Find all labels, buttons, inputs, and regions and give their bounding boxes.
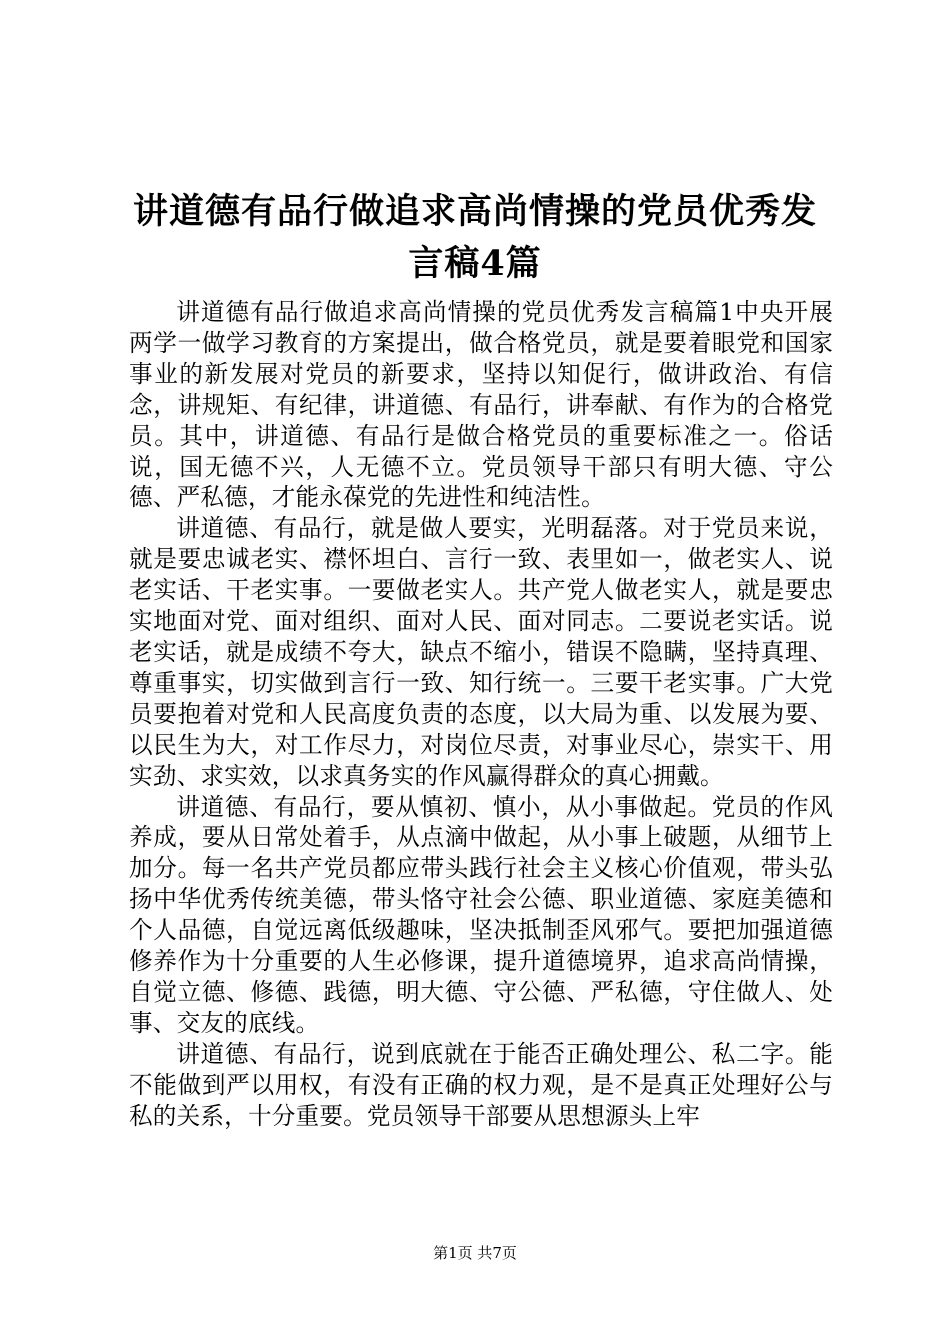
paragraph-3: 讲道德、有品行，要从慎初、慎小，从小事做起。党员的作风养成，要从日常处着手，从点滴中做起，从小事上破题，从细节上加分。每一名共产党员都应带头践行社会主义核心价值观，带头弘扬中华优秀传统美德，带头恪守社会公德、职业道德、家庭美德和个人品德，自觉远离低级趣味，坚决抵制歪风邪气。要把加强道德修养作为十分重要的人生必修课，提升道德境界，追求高尚情操，自觉立德、修德、践德，明大德、守公德、严私德，守住做人、处事、交友的底线。 <box>129 792 833 1037</box>
paragraph-1: 讲道德有品行做追求高尚情操的党员优秀发言稿篇1中央开展两学一做学习教育的方案提出，做合格党员，就是要着眼党和国家事业的新发展对党员的新要求，坚持以知促行，做讲政治、有信念，讲规矩、有纪律，讲道德、有品行，讲奉献、有作为的合格党员。其中，讲道德、有品行是做合格党员的重要标准之一。俗话说，国无德不兴，人无德不立。党员领导干部只有明大德、守公德、严私德，才能永葆党的先进性和纯洁性。 <box>129 298 833 512</box>
page-number: 第1页 共7页 <box>433 1244 517 1262</box>
document-body <box>129 297 833 1131</box>
paragraph-4: 讲道德、有品行，说到底就在于能否正确处理公、私二字。能不能做到严以用权，有没有正确的权力观，是不是真正处理好公与私的关系，十分重要。党员领导干部要从思想源头上牢 <box>129 1039 833 1130</box>
paragraph-2: 讲道德、有品行，就是做人要实，光明磊落。对于党员来说，就是要忠诚老实、襟怀坦白、言行一致、表里如一，做老实人、说老实话、干老实事。一要做老实人。共产党人做老实人，就是要忠实地面对党、面对组织、面对人民、面对同志。二要说老实话。说老实话，就是成绩不夸大，缺点不缩小，错误不隐瞒，坚持真理、尊重事实，切实做到言行一致、知行统一。三要干老实事。广大党员要抱着对党和人民高度负责的态度，以大局为重、以发展为要、以民生为大，对工作尽力，对岗位尽责，对事业尽心，崇实干、用实劲、求实效，以求真务实的作风赢得群众的真心拥戴。 <box>129 514 833 790</box>
document-title: 讲道德有品行做追求高尚情操的党员优秀发言稿4篇 <box>132 191 817 284</box>
page-footer <box>0 1243 950 1263</box>
